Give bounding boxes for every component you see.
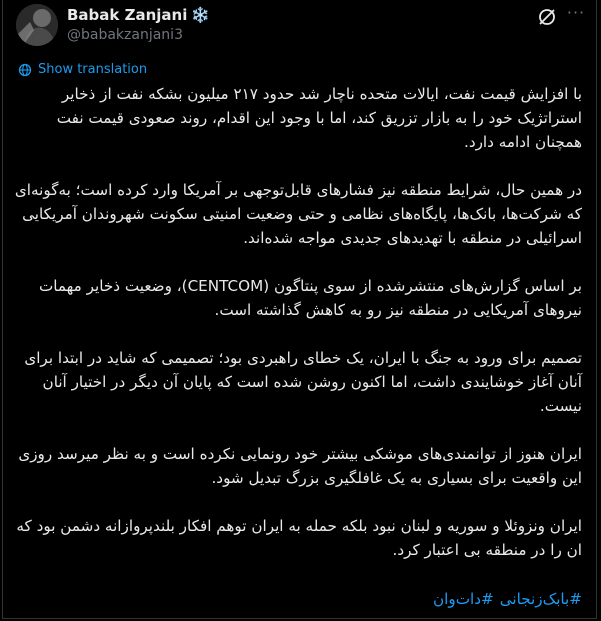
hashtag-row: [14, 590, 582, 608]
show-translation-link[interactable]: [18, 62, 147, 77]
author-handle[interactable]: @babakzanjani3: [67, 27, 183, 43]
hashtag-link[interactable]: #دات‌وان: [433, 590, 494, 608]
show-translation-label[interactable]: Show translation: [38, 62, 148, 77]
grok-icon[interactable]: [536, 6, 558, 28]
globe-icon: [18, 63, 32, 77]
post-paragraph: ایران هنوز از توانمندی‌های موشکی بیشتر خود رونمایی نکرده است و به نظر میرسد روزی این واقعیت برای بسیاری به یک غافلگیری بزرگ تبدیل شود.: [18, 445, 582, 487]
post-paragraph: در همین حال، شرایط منطقه نیز فشارهای قابل‌توجهی بر آمریکا وارد کرده است؛ به‌گونه‌ای که شرکت‌ها، بانک‌ها، پایگاه‌های نظامی و حتی وضعیت امنیتی سکونت شهروندان آمریکایی اسرائیلی در منطقه با تهدیدهای جدیدی مواجه شده‌اند.: [14, 181, 582, 247]
avatar[interactable]: [16, 4, 58, 46]
author-name-text[interactable]: Babak Zanjani: [67, 6, 188, 24]
avatar-image: [16, 4, 58, 46]
hashtag-link[interactable]: #بابک‌زنجانی: [499, 590, 582, 608]
snowflake-badge-icon: ❄️: [191, 6, 211, 24]
post-paragraph: بر اساس گزارش‌های منتشرشده از سوی پنتاگون (CENTCOM)، وضعیت ذخایر مهمات نیروهای آمریکایی در منطقه نیز رو به کاهش گذاشته است.: [38, 277, 582, 319]
post-paragraph: ایران ونزوئلا و سوریه و لبنان نبود بلکه حمله به ایران توهم افکار بلندپروازانه دشمن بود که ان را در منطقه بی اعتبار کرد.: [16, 517, 582, 559]
post-paragraph: با افزایش قیمت نفت، ایالات متحده ناچار شد حدود ۲۱۷ میلیون بشکه نفت از ذخایر استراتژیک خود را به بازار تزریق کند، اما با وجود این اقدام، روند صعودی قیمت نفت همچنان ادامه دارد.: [56, 85, 582, 151]
post-body: [14, 82, 582, 586]
author-name[interactable]: [67, 6, 210, 24]
more-options-icon[interactable]: ···: [566, 3, 586, 22]
post-paragraph: تصمیم برای ورود به جنگ با ایران، یک خطای راهبردی بود؛ تصمیمی که شاید در ابتدا برای آنان آغاز خوشایندی داشت، اما اکنون روشن شده است که پایان آن دیگر در اختیار آنان نیست.: [24, 349, 582, 415]
